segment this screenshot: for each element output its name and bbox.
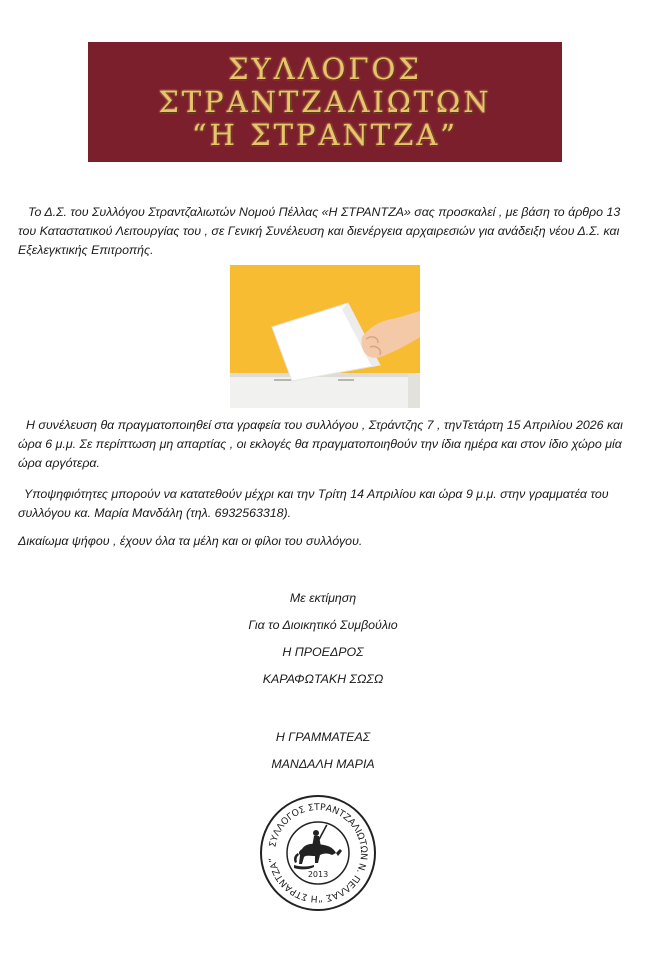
banner-title-line3: “Η ΣΤΡΑΝΤΖΑ” (191, 117, 459, 152)
candidates-paragraph: Υποψηφιότητες μπορούν να κατατεθούν μέχρι και την Τρίτη 14 Απριλίου και ώρα 9 μ.μ. στην γραμματέα του συλλόγου κα. Μαρία Μανδάλη (τηλ. 6932563318). (18, 487, 609, 520)
header-banner (88, 42, 562, 162)
closing-board: Για το Διοικητικό Συμβούλιο (248, 618, 398, 632)
president-title: Η ΠΡΟΕΔΡΟΣ (282, 645, 364, 659)
secretary-name: ΜΑΝΔΑΛΗ ΜΑΡΙΑ (271, 757, 375, 771)
seal-text: ΣΥΛΛΟΓΟΣ ΣΤΡΑΝΤΖΑΛΙΩΤΩΝ Ν. ΠΕΛΛΑΣ “Η ΣΤΡΑΝΤΖΑ” (267, 801, 370, 905)
intro-paragraph: Το Δ.Σ. του Συλλόγου Στραντζαλιωτών Νομού Πέλλας «Η ΣΤΡΑΝΤΖΑ» σας προσκαλεί , με βάση το άρθρο 13 του Καταστατικού Λειτουργίας του , σε Γενική Συνέλευση και διενέργεια αρχαιρεσιών για ανάδειξη νέου Δ.Σ. και Εξελεγκτικής Επιτροπής. (18, 205, 621, 257)
banner-title-line1: ΣΥΛΛΟΓΟΣ (228, 51, 422, 86)
banner-title-line2: ΣΤΡΑΝΤΖΑΛΙΩΤΩΝ (158, 84, 492, 119)
voting-paragraph: Δικαίωμα ψήφου , έχουν όλα τα μέλη και οι φίλοι του συλλόγου. (18, 534, 363, 548)
president-name: ΚΑΡΑΦΩΤΑΚΗ ΣΩΣΩ (262, 672, 384, 686)
association-seal (258, 793, 378, 913)
secretary-title: Η ΓΡΑΜΜΑΤΕΑΣ (275, 730, 371, 744)
closing-regards: Με εκτίμηση (289, 591, 357, 605)
seal-year: 2013 (307, 870, 329, 879)
meeting-paragraph: Η συνέλευση θα πραγματοποιηθεί στα γραφεία του συλλόγου , Στράντζης 7 , τηνΤετάρτη 15 Απριλίου 2026 και ώρα 6 μ.μ. Σε περίπτωση μη απαρτίας , οι εκλογές θα πραγματοποιηθούν την ίδια ημέρα και στον ίδιο χώρο μία ώρα αργότερα. (18, 418, 623, 470)
ballot-box-photo (230, 265, 420, 408)
